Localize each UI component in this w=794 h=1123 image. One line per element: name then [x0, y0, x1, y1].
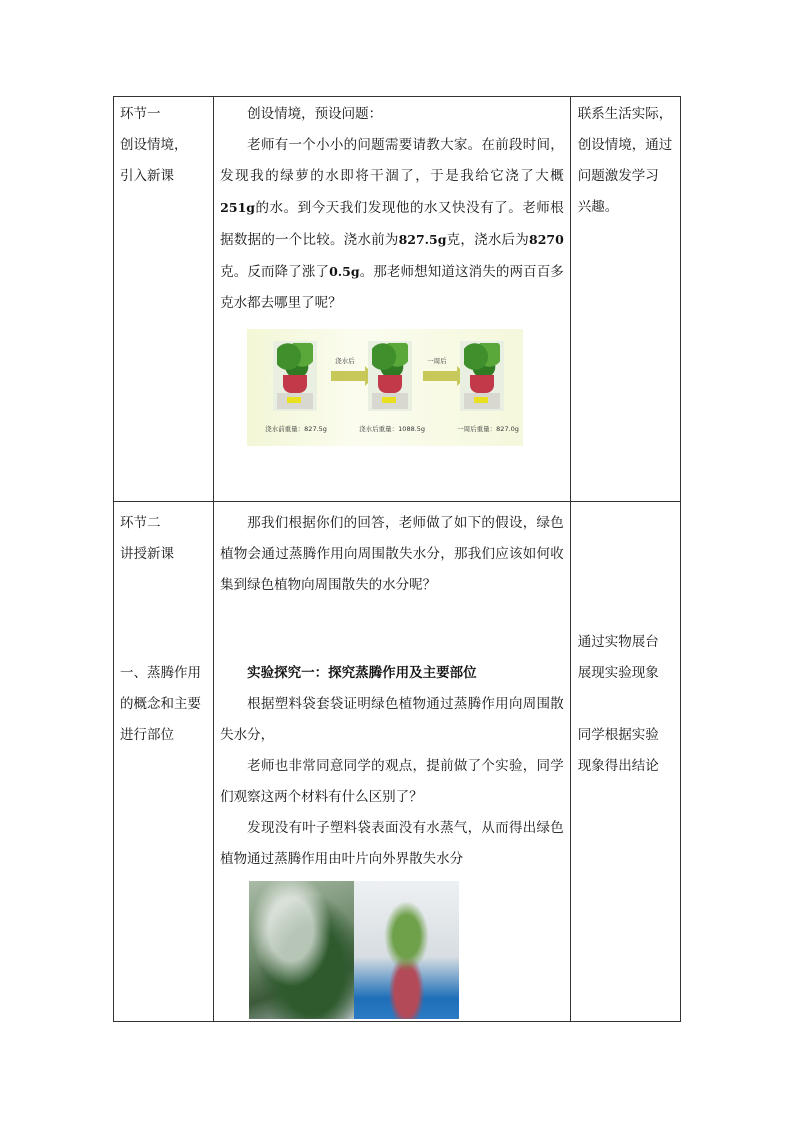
number: 827.5g — [398, 232, 447, 247]
table-row — [114, 97, 681, 502]
lesson-table — [113, 96, 681, 1022]
content-cell — [214, 97, 571, 502]
sub-label: 进行部位 — [120, 727, 174, 743]
intent-line: 现象得出结论 — [577, 758, 659, 774]
design-intent-cell — [570, 97, 680, 502]
plastic-bag-experiment-photo — [249, 881, 459, 1019]
figure-caption: 一周后重量：827.0g — [457, 425, 519, 433]
paragraph: 那我们根据你们的回答，老师做了如下的假设，绿色植物会通过蒸腾作用向周围散失水分，那我们应该如何收集到绿色植物向周围散失的水分呢？ — [220, 515, 564, 593]
plant-photo — [368, 341, 412, 411]
intent-line: 联系生活实际， — [577, 106, 673, 122]
text-run: 克。反而降了涨了 — [220, 264, 330, 280]
table-row — [114, 502, 681, 1022]
stage-label: 讲授新课 — [120, 546, 174, 562]
text-run: 的水。到今天我们发现他的水又快没有了。老师根据数据的一个比较。浇水前为 — [220, 200, 564, 248]
arrow-label: 浇水后 — [335, 357, 355, 365]
plant-weighing-figure — [247, 329, 523, 446]
figure-caption: 浇水前重量：827.5g — [265, 425, 327, 433]
plant-photo — [273, 341, 317, 411]
number: 0.5g — [329, 264, 360, 279]
sub-label: 一、蒸腾作用 — [120, 665, 201, 681]
photo-with-leaves — [249, 881, 354, 1019]
text-run: 老师有一个小小的问题需要请教大家。在前段时间，发现我的绿萝的水即将干涸了，于是我给它浇了大概 — [220, 137, 564, 184]
plant-photo — [460, 341, 504, 411]
content-cell — [214, 502, 571, 1022]
figure-caption: 浇水后重量：1088.5g — [359, 425, 426, 433]
section-heading: 实验探究一：探究蒸腾作用及主要部位 — [247, 665, 477, 681]
stage-label: 环节二 — [120, 515, 161, 531]
number: 251g — [220, 200, 256, 215]
text-run: 。那老师想知道这消失的两百百多克水都去哪里了呢？ — [220, 264, 564, 311]
stage-label: 引入新课 — [120, 168, 174, 184]
number: 8270 — [529, 232, 564, 247]
intent-line: 兴趣。 — [577, 199, 619, 215]
stage-label-cell — [114, 502, 214, 1022]
stage-label: 环节一 — [120, 106, 161, 122]
paragraph: 老师也非常同意同学的观点，提前做了个实验，同学们观察这两个材料有什么区别了？ — [220, 758, 564, 805]
paragraph — [220, 130, 564, 319]
stage-label: 创设情境， — [120, 137, 188, 153]
photo-without-leaves — [354, 881, 459, 1019]
intent-line: 问题激发学习 — [577, 168, 659, 184]
arrow-label: 一周后 — [427, 357, 447, 365]
paragraph: 根据塑料袋套袋证明绿色植物通过蒸腾作用向周围散失水分， — [220, 696, 564, 743]
stage-label-cell — [114, 97, 214, 502]
intent-line: 创设情境，通过 — [577, 137, 673, 153]
sub-label: 的概念和主要 — [120, 696, 201, 712]
design-intent-cell — [570, 502, 680, 1022]
arrow-icon — [331, 371, 365, 381]
intent-line: 展现实验现象 — [577, 665, 659, 681]
arrow-icon — [423, 371, 457, 381]
section-heading: 创设情境，预设问题： — [247, 106, 383, 122]
intent-line: 通过实物展台 — [577, 634, 659, 650]
paragraph: 发现没有叶子塑料袋表面没有水蒸气，从而得出绿色植物通过蒸腾作用由叶片向外界散失水分 — [220, 820, 564, 867]
intent-line: 同学根据实验 — [577, 727, 659, 743]
text-run: 克，浇水后为 — [446, 232, 530, 248]
